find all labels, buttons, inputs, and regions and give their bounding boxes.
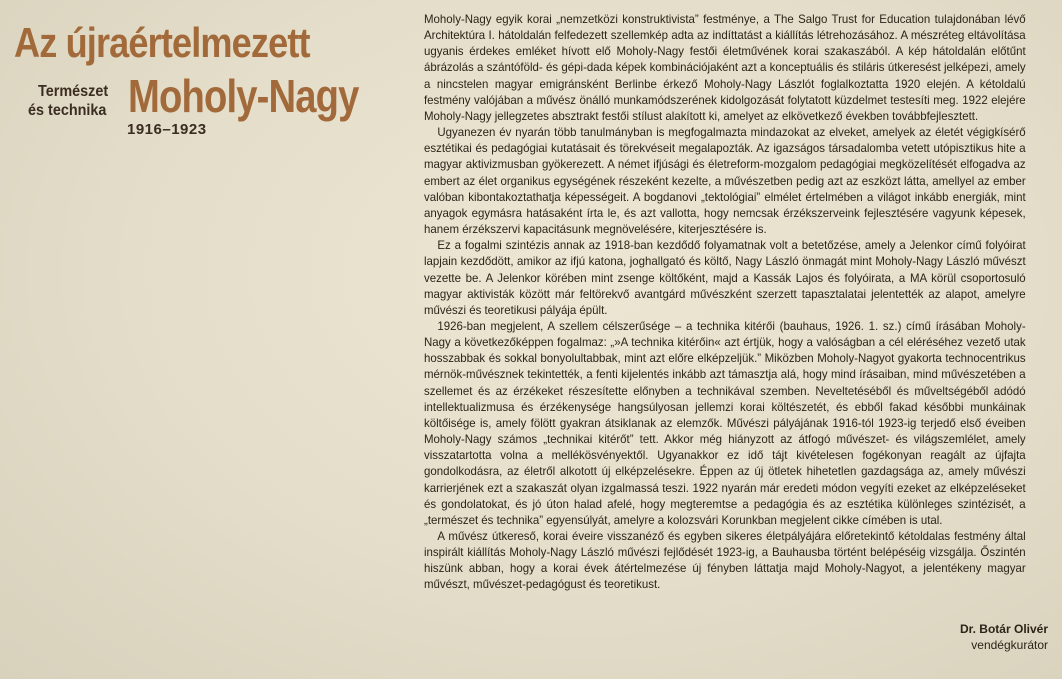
exhibition-subtitle-line2: és technika [28,102,107,119]
paragraph-2: Ugyanezen év nyarán több tanulmányban is megfogalmazta mindazokat az elveket, amelyek az életét végigkísérő esztétikai és pedagógiai kutatásait és törekvéseit megalapozták. Az igazságos társadalomba vetett utópisztikus hite a magyar aktivizmusban gyökerezett. A német ifjúsági és életreform-mozgalom pedagógiai megközelítését elfogadva az embert az élet organikus egységének részeként kezelte, a művészetben pedig azt az eszközt látta, amellyel az ember valóban kibontakoztathatja képességeit. A bogdanovi „tektológiai” elmélet értelmében a világot inkább energiák, mint anyagok egymásra hatásaként írta le, és azt vallotta, hogy nemcsak érzékszerveink fejlesztésére vagyunk képesek, hanem érzékszervi kapacitásunk megnövelésére, kiterjesztésére is. [424,125,1026,237]
artist-name: Moholy-Nagy [128,70,359,122]
paragraph-1: Moholy-Nagy egyik korai „nemzetközi konstruktivista” festménye, a The Salgo Trust for Education tulajdonában lévő Architektúra I. hátoldalán felfedezett szellemkép adta az indíttatást a kiállítás létrehozásához. A mészréteg eltávolítása ugyanis érdekes emléket hívott elő Moholy-Nagy festői életművének korai szakaszából. A kép hátoldalán előtűnt ábrázolás a szántóföld- és gépi-dada képek kombinációjaként azt a konceptuális és stiláris útkeresést jelképezi, amely a nincstelen magyar emigránsként Berlinbe érkező Moholy-Nagy Lászlót foglalkoztatta 1920 elején. A kétoldalú festmény valójában a művész önálló munkamódszerének kidolgozását folytatott küzdelmet testesíti meg. 1922 elejére Moholy-Nagy jellegzetes absztrakt festői stílust alakított ki, amelyet az elkövetkező években továbbfejlesztett. [424,12,1026,123]
signature [960,621,1048,653]
exhibition-text [424,11,1026,593]
exhibition-title: Az újraértelmezett [14,19,310,66]
paragraph-3: Ez a fogalmi szintézis annak az 1918-ban kezdődő folyamatnak volt a betetőzése, amely a Jelenkor című folyóirat lapjain kezdődött, amikor az ifjú katona, joghallgató és költő, Nagy László önmagát mint Moholy-Nagy László művészt vezette be. A Jelenkor körében mint zsenge költőként, majd a Kassák Lajos és folyóirata, a MA körül csoportosuló magyar aktivisták között már feltörekvő avantgárd művészként szerzett tapasztalatai jelentették az alapot, amelyre művészi és teoretikusi pályája épült. [424,238,1026,317]
exhibition-title-block [0,0,420,160]
curator-name: Dr. Botár Olivér [959,622,1048,636]
exhibition-years: 1916–1923 [127,121,207,138]
paragraph-4: 1926-ban megjelent, A szellem célszerűsége – a technika kitérői (bauhaus, 1926. 1. sz.) című írásában Moholy-Nagy a következőképpen fogalmaz: „»A technika kitérőin« azt értjük, hogy a valóságban a cél eléréséhez vezető utak hosszabbak és sokkal bonyolultabbak, mint azt előre elképzeljük.” Miközben Moholy-Nagyot gyakorta technocentrikus mérnök-művésznek tekintették, a fenti kijelentés inkább azt támasztja alá, hogy mind írásaiban, mind művészetében a szellemet és az érzékeket részesítette előnyben a technikával szemben. Neveltetéséből és műveltségéből adódó intellektualizmusa és érzékenysége hangsúlyosan jellemzi korai költészetét, és ebből fakad későbbi munkáinak költőisége is, amely fölött gyakran átsiklanak az elemzők. Művészi pályájának 1916-tól 1923-ig terjedő első éveiben Moholy-Nagy számos „technikai kitérőt” tett. Akkor még hiányzott az átfogó művészet- és világszemlélet, amely visszatartotta volna a mellékösvényektől. Ugyanakkor ez idő tájt kivételesen fogékonyan reagált az újfajta gondolkodásra, az életről alkotott új elképzelésekre. Éppen az új ötletek hihetetlen gazdagsága az, amely művészi karrierjének ezt a szakaszát olyan izgalmassá teszi. 1922 nyarán már eredeti módon vegyíti ezeket az elképzeléseket és gondolatokat, és jó úton halad afelé, hogy megteremtse a pedagógia és az esztétika különleges szintézisét, a „természet és technika” egyensúlyát, amelyre a kolozsvári Korunkban megjelent cikke címében is utal. [424,318,1026,527]
exhibition-subtitle-line1: Természet [38,83,109,100]
curator-role: vendégkurátor [971,638,1048,652]
paragraph-5: A művész útkereső, korai éveire visszanéző és egyben sikeres életpályájára előretekintő kétoldalas festmény által inspirált kiállítás Moholy-Nagy László művészi fejlődését 1923-ig, a Bauhausba történt belépéséig vizsgálja. Őszintén hiszünk abban, hogy a korai évek átértelmezése új fényben láttatja majd Moholy-Nagyot, a jelentékeny magyar művészt, művészet-pedagógust és teoretikust. [424,529,1026,592]
